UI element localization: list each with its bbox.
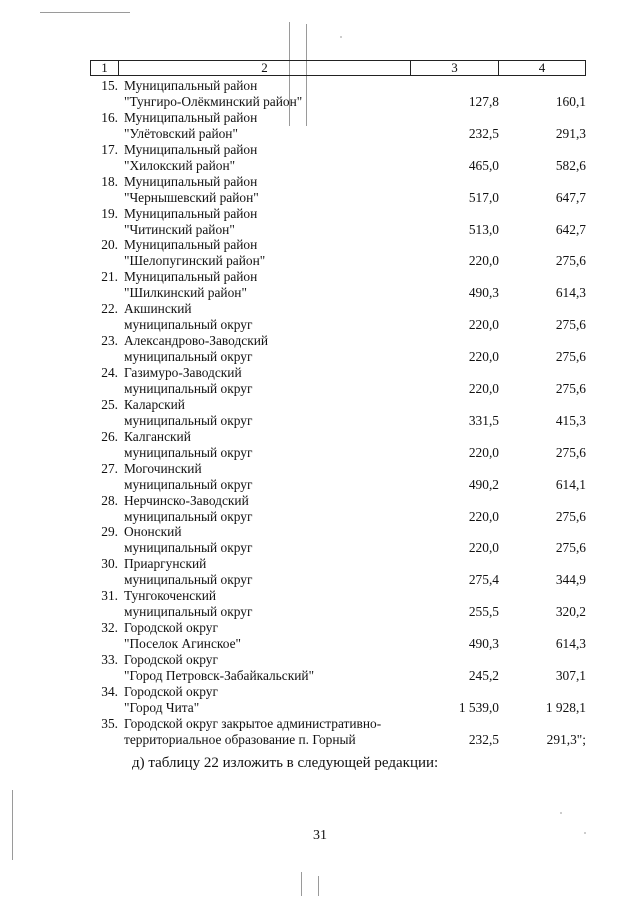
row-name-line-1: Городской округ (124, 652, 218, 668)
table-row (0, 588, 640, 620)
scan-speck (340, 36, 342, 38)
row-name-line-1: Муниципальный район (124, 173, 258, 189)
row-value-col-3: 220,0 (468, 349, 499, 365)
row-value-col-4: 275,6 (555, 349, 586, 365)
row-value-col-4: 415,3 (555, 412, 586, 428)
row-value-col-4: 344,9 (555, 572, 586, 588)
row-name-line-2: муниципальный округ (124, 381, 253, 397)
row-value-col-4: 614,3 (555, 636, 586, 652)
row-value-col-3: 275,4 (468, 572, 499, 588)
row-number: 15. (101, 78, 118, 93)
row-name-line-2: "Чернышевский район" (124, 189, 259, 205)
row-value-col-4: 582,6 (555, 157, 586, 173)
row-value-col-3: 517,0 (468, 189, 499, 205)
row-name-line-1: Муниципальный район (124, 205, 258, 221)
table-row (0, 429, 640, 461)
row-number: 31. (101, 588, 118, 604)
row-value-col-3: 331,5 (468, 412, 499, 428)
row-value-col-3: 513,0 (468, 221, 499, 237)
row-value-col-3: 490,2 (468, 476, 499, 492)
scan-artifact-bottom-mark (301, 872, 302, 896)
row-value-col-4: 275,6 (555, 317, 586, 333)
row-value-col-4: 307,1 (555, 668, 586, 684)
row-value-col-3: 1 539,0 (458, 699, 499, 715)
row-number: 28. (101, 492, 118, 508)
row-value-col-3: 490,3 (468, 636, 499, 652)
row-name-line-1: Городской округ (124, 620, 218, 636)
table-row (0, 110, 640, 142)
row-value-col-4: 291,3"; (546, 731, 586, 747)
table-row (0, 365, 640, 397)
row-value-col-3: 220,0 (468, 317, 499, 333)
scan-artifact-bottom-mark (318, 876, 319, 896)
row-value-col-3: 220,0 (468, 540, 499, 556)
row-value-col-4: 1 928,1 (545, 699, 586, 715)
row-name-line-2: "Улётовский район" (124, 125, 238, 141)
row-number: 33. (101, 652, 118, 668)
row-value-col-4: 275,6 (555, 381, 586, 397)
row-name-line-1: Тунгокоченский (124, 588, 217, 604)
table-row (0, 78, 640, 110)
row-name-line-2: "Поселок Агинское" (124, 636, 241, 652)
table-row (0, 684, 640, 716)
scan-artifact-left-edge (12, 790, 13, 860)
amendment-instruction: д) таблицу 22 изложить в следующей редакции: (132, 755, 439, 771)
row-number: 34. (101, 683, 118, 699)
row-name-line-2: муниципальный округ (124, 508, 253, 524)
row-name-line-1: Муниципальный район (124, 269, 258, 285)
row-name-line-2: муниципальный округ (124, 412, 253, 428)
row-name-line-2: муниципальный округ (124, 317, 253, 333)
row-number: 18. (101, 173, 118, 189)
row-value-col-4: 275,6 (555, 508, 586, 524)
row-name-line-1: Александрово-Заводский (124, 333, 269, 349)
row-value-col-3: 220,0 (468, 508, 499, 524)
table-row (0, 524, 640, 556)
table-row (0, 716, 640, 748)
row-value-col-4: 275,6 (555, 253, 586, 269)
row-value-col-4: 275,6 (555, 444, 586, 460)
row-number: 21. (101, 269, 118, 285)
page-number: 31 (313, 828, 327, 843)
row-number: 23. (101, 333, 118, 349)
row-number: 27. (101, 460, 118, 476)
table-header-col-4: 4 (538, 60, 546, 75)
row-number: 29. (101, 524, 118, 540)
table-row (0, 493, 640, 525)
row-name-line-2: "Шилкинский район" (124, 285, 247, 301)
row-name-line-2: муниципальный округ (124, 572, 253, 588)
row-value-col-4: 160,1 (555, 94, 586, 109)
row-value-col-4: 614,3 (555, 285, 586, 301)
row-value-col-3: 220,0 (468, 253, 499, 269)
table-header-col-2: 2 (119, 61, 411, 75)
row-name-line-2: "Город Чита" (124, 699, 200, 715)
table-row (0, 333, 640, 365)
row-number: 25. (101, 396, 118, 412)
row-name-line-1: Муниципальный район (124, 237, 258, 253)
row-value-col-4: 647,7 (555, 189, 586, 205)
scan-speck (560, 812, 562, 814)
row-name-line-1: Калганский (124, 428, 191, 444)
table-row (0, 142, 640, 174)
table-row (0, 237, 640, 269)
row-name-line-2: муниципальный округ (124, 604, 253, 620)
row-name-line-2: муниципальный округ (124, 540, 253, 556)
table-row (0, 652, 640, 684)
row-name-line-2: "Город Петровск-Забайкальский" (124, 668, 315, 684)
row-name-line-1: Муниципальный район (124, 109, 258, 125)
row-name-line-2: муниципальный округ (124, 349, 253, 365)
row-name-line-1: Каларский (124, 396, 185, 412)
row-value-col-3: 465,0 (468, 157, 499, 173)
row-name-line-2: "Тунгиро-Олёкминский район" (124, 94, 303, 109)
row-name-line-2: "Шелопугинский район" (124, 253, 266, 269)
row-number: 20. (101, 237, 118, 253)
row-value-col-3: 220,0 (468, 381, 499, 397)
row-value-col-3: 127,8 (468, 94, 499, 109)
table-row (0, 556, 640, 588)
row-number: 22. (101, 301, 118, 317)
row-value-col-3: 490,3 (468, 285, 499, 301)
table-row (0, 620, 640, 652)
table-row (0, 174, 640, 206)
row-number: 32. (101, 620, 118, 636)
row-value-col-3: 245,2 (468, 668, 499, 684)
row-name-line-1: Городской округ (124, 683, 218, 699)
row-name-line-1: Муниципальный район (124, 141, 258, 157)
table-row (0, 206, 640, 238)
row-value-col-3: 232,5 (468, 125, 499, 141)
row-value-col-3: 255,5 (468, 604, 499, 620)
row-number: 26. (101, 428, 118, 444)
table-header (90, 60, 586, 76)
row-value-col-3: 220,0 (468, 444, 499, 460)
row-name-line-1: Газимуро-Заводский (124, 365, 242, 381)
row-name-line-2: муниципальный округ (124, 444, 253, 460)
table-header-col-3: 3 (411, 61, 499, 75)
row-name-line-2: муниципальный округ (124, 476, 253, 492)
table-body (0, 78, 640, 748)
scan-speck (584, 832, 586, 834)
row-number: 24. (101, 365, 118, 381)
table-row (0, 269, 640, 301)
row-number: 30. (101, 556, 118, 572)
row-number: 17. (101, 141, 118, 157)
table-header-col-1: 1 (91, 61, 119, 75)
row-number: 16. (101, 109, 118, 125)
row-value-col-3: 232,5 (468, 731, 499, 747)
row-number: 19. (101, 205, 118, 221)
row-name-line-1: Могочинский (124, 460, 202, 476)
row-value-col-4: 642,7 (555, 221, 586, 237)
row-name-line-2: "Читинский район" (124, 221, 235, 237)
row-name-line-1: Акшинский (124, 301, 192, 317)
row-value-col-4: 291,3 (555, 125, 586, 141)
table-row (0, 461, 640, 493)
scan-artifact-top-rule (40, 12, 130, 13)
row-value-col-4: 320,2 (555, 604, 586, 620)
row-value-col-4: 275,6 (555, 540, 586, 556)
row-value-col-4: 614,1 (555, 476, 586, 492)
row-name-line-1: Нерчинско-Заводский (124, 492, 249, 508)
row-name-line-2: "Хилокский район" (124, 157, 236, 173)
table-row (0, 301, 640, 333)
row-name-line-1: Муниципальный район (124, 78, 258, 93)
row-number: 35. (101, 715, 118, 731)
row-name-line-1: Приаргунский (124, 556, 207, 572)
table-row (0, 397, 640, 429)
row-name-line-1: Городской округ закрытое административно- (124, 715, 382, 731)
row-name-line-1: Ононский (124, 524, 182, 540)
row-name-line-2: территориальное образование п. Горный (124, 731, 356, 747)
